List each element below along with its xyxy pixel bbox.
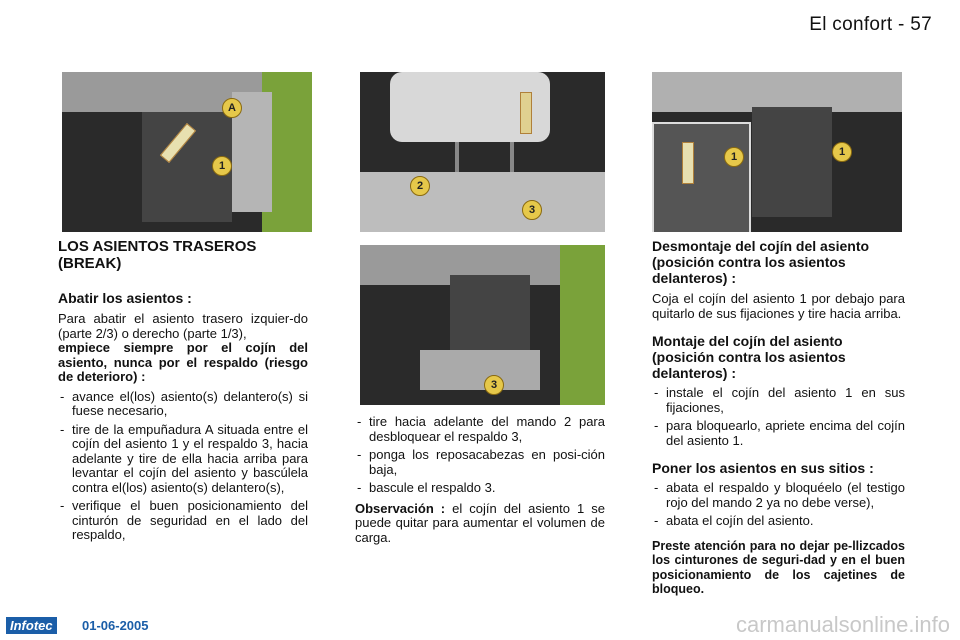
subtitle: Abatir los asientos : bbox=[58, 290, 192, 306]
badge-3: 3 bbox=[484, 375, 504, 395]
list-item: - abata el respaldo y bloquéelo (el testigo rojo del mando 2 ya no debe verse), bbox=[652, 481, 905, 510]
infotec-logo: Infotec bbox=[6, 617, 57, 634]
watermark: carmanualsonline.info bbox=[735, 612, 950, 637]
column-right bbox=[652, 238, 905, 597]
instruction-list bbox=[652, 386, 905, 448]
instruction-list bbox=[652, 481, 905, 529]
instruction-list bbox=[355, 415, 605, 496]
photo-headrest bbox=[360, 72, 605, 232]
section-title: LOS ASIENTOS TRASEROS (BREAK) bbox=[58, 238, 257, 272]
warning-text: empiece siempre por el cojín del asiento, nunca por el respaldo (riesgo de deterioro) : bbox=[58, 340, 308, 384]
badge-3: 3 bbox=[522, 200, 542, 220]
list-item: - bascule el respaldo 3. bbox=[355, 481, 605, 496]
intro-text: Para abatir el asiento trasero izquier-do (parte 2/3) o derecho (parte 1/3), bbox=[58, 311, 308, 341]
column-middle bbox=[355, 410, 605, 545]
photo-folded-seat bbox=[360, 245, 605, 405]
photo-rear-seat-fold bbox=[62, 72, 312, 232]
list-item: - para bloquearlo, apriete encima del cojín del asiento 1. bbox=[652, 419, 905, 448]
badge-1: 1 bbox=[832, 142, 852, 162]
list-item: - ponga los reposacabezas en posi-ción baja, bbox=[355, 448, 605, 477]
list-item: - tire de la empuñadura A situada entre el cojín del asiento 1 y el respaldo 3, hacia adelante y tire de ella hacia arriba para levantar el cojín del asiento y bascúlela contra el(los) asiento(s) delantero(s), bbox=[58, 423, 308, 496]
list-item: - avance el(los) asiento(s) delantero(s) si fuese necesario, bbox=[58, 390, 308, 419]
footer-date: 01-06-2005 bbox=[82, 618, 149, 633]
note-text: el cojín del asiento 1 se puede quitar para aumentar el volumen de carga. bbox=[355, 500, 605, 545]
column-left bbox=[58, 238, 308, 547]
list-item: - instale el cojín del asiento 1 en sus fijaciones, bbox=[652, 386, 905, 415]
instruction-list bbox=[58, 390, 308, 543]
note bbox=[355, 502, 605, 546]
badge-a: A bbox=[222, 98, 242, 118]
s1-title: Desmontaje del cojín del asiento (posición contra los asientos delanteros) : bbox=[652, 238, 870, 286]
note-label: Observación : bbox=[355, 500, 446, 516]
badge-2: 2 bbox=[410, 176, 430, 196]
badge-1: 1 bbox=[724, 147, 744, 167]
list-item: - tire hacia adelante del mando 2 para desbloquear el respaldo 3, bbox=[355, 415, 605, 444]
badge-1: 1 bbox=[212, 156, 232, 176]
photo-cushion-removal bbox=[652, 72, 902, 232]
page-header: El confort - 57 bbox=[809, 14, 932, 35]
warning-text: Preste atención para no dejar pe-llizcados los cinturones de seguri-dad y en el buen posicionamiento de los cajetines de bloqueo. bbox=[652, 538, 905, 596]
list-item: - abata el cojín del asiento. bbox=[652, 514, 905, 529]
s2-title: Montaje del cojín del asiento (posición contra los asientos delanteros) : bbox=[652, 333, 846, 381]
list-item: - verifique el buen posicionamiento del cinturón de seguridad en el lado del respaldo, bbox=[58, 499, 308, 543]
s3-title: Poner los asientos en sus sitios : bbox=[652, 460, 874, 476]
s1-text: Coja el cojín del asiento 1 por debajo para quitarlo de sus fijaciones y tire hacia arriba. bbox=[652, 291, 905, 321]
